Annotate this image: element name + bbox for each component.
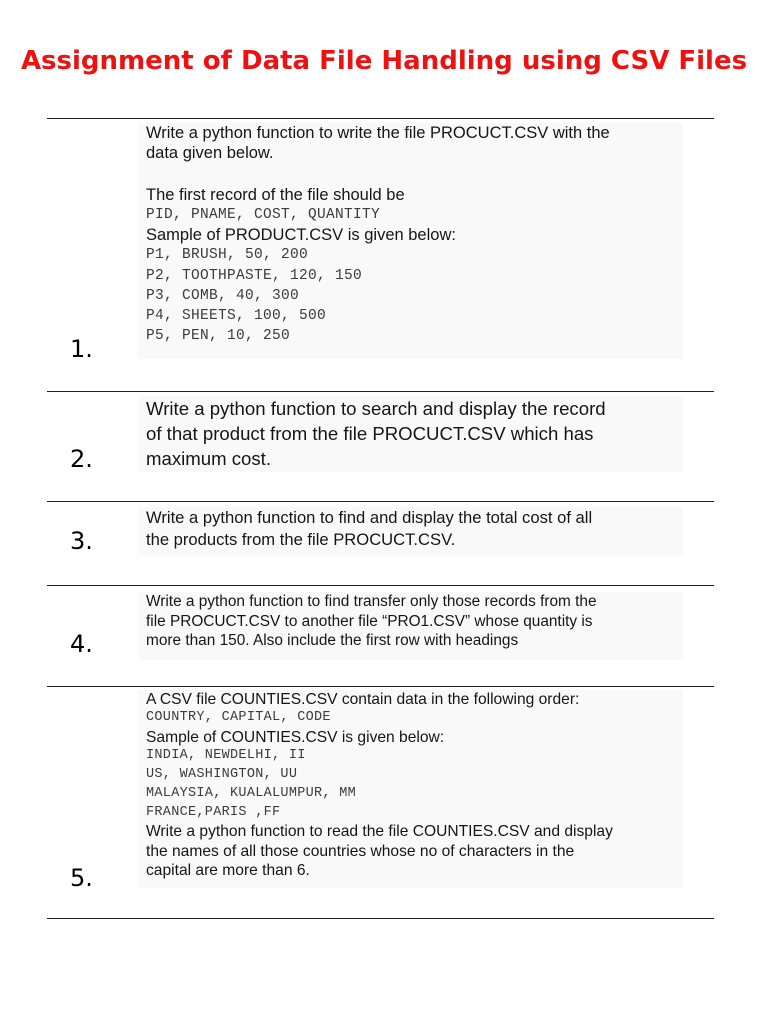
csv-sample-line: INDIA, NEWDELHI, II	[146, 748, 306, 764]
question-5-line-9: the names of all those countries whose no of characters in the	[146, 842, 575, 860]
question-5-line-1: A CSV file COUNTIES.CSV contain data in the following order:	[146, 691, 580, 708]
csv-sample-line: FRANCE,PARIS ,FF	[146, 804, 281, 820]
csv-sample-line: P1, BRUSH, 50, 200	[146, 247, 309, 264]
csv-header-line: COUNTRY, CAPITAL, CODE	[146, 710, 331, 726]
question-1-line-6: Sample of PRODUCT.CSV is given below:	[146, 226, 456, 245]
question-2-text	[138, 396, 683, 472]
divider	[47, 501, 714, 502]
csv-header-line: PID, PNAME, COST, QUANTITY	[146, 207, 381, 223]
csv-sample-line: P5, PEN, 10, 250	[146, 328, 291, 345]
csv-sample-line: US, WASHINGTON, UU	[146, 767, 298, 782]
question-number-4: 4.	[70, 630, 93, 658]
question-number-3: 3.	[70, 527, 93, 555]
question-5-line-8: Write a python function to read the file COUNTIES.CSV and display	[146, 823, 613, 841]
question-number-2: 2.	[70, 445, 93, 473]
divider	[47, 686, 714, 687]
question-4-line-3: more than 150. Also include the first row with headings	[146, 632, 519, 650]
question-3-text	[138, 507, 683, 555]
question-1-line-2: data given below.	[146, 144, 274, 162]
csv-sample-line: P3, COMB, 40, 300	[146, 287, 300, 304]
page-title: Assignment of Data File Handling using CSV Files	[20, 46, 748, 76]
question-number-5: 5.	[70, 864, 93, 892]
question-4-line-1: Write a python function to find transfer only those records from the	[146, 593, 597, 610]
divider	[47, 391, 714, 392]
question-5-line-10: capital are more than 6.	[146, 861, 310, 879]
divider	[47, 918, 714, 919]
divider	[47, 585, 714, 586]
blank-line	[146, 163, 683, 185]
question-4-line-2: file PROCUCT.CSV to another file “PRO1.CSV” whose quantity is	[146, 612, 593, 630]
question-1-line-1: Write a python function to write the file PROCUCT.CSV with the	[146, 124, 610, 142]
question-1-line-4: The first record of the file should be	[146, 186, 405, 204]
question-4-text	[138, 592, 683, 660]
csv-sample-line: P2, TOOTHPASTE, 120, 150	[146, 267, 363, 284]
question-5-line-3: Sample of COUNTIES.CSV is given below:	[146, 729, 445, 746]
divider	[47, 118, 714, 119]
csv-sample-line: P4, SHEETS, 100, 500	[146, 308, 327, 325]
question-2-line-1: Write a python function to search and display the record	[146, 398, 606, 419]
question-2-line-3: maximum cost.	[146, 448, 272, 469]
question-3-line-2: the products from the file PROCUCT.CSV.	[146, 530, 456, 549]
question-1-text	[138, 123, 683, 359]
question-5-text	[138, 690, 683, 888]
question-number-1: 1.	[70, 335, 93, 363]
question-3-line-1: Write a python function to find and display the total cost of all	[146, 508, 593, 527]
csv-sample-line: MALAYSIA, KUALALUMPUR, MM	[146, 785, 357, 801]
question-2-line-2: of that product from the file PROCUCT.CSV which has	[146, 423, 594, 444]
